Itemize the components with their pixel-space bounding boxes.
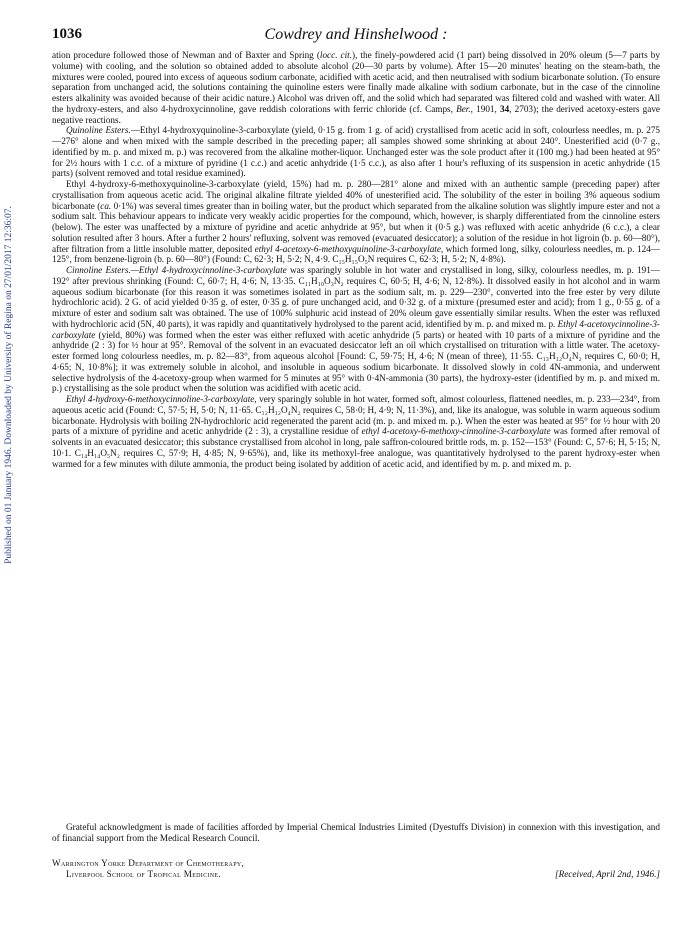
- italic-run: Quinoline Esters.: [66, 125, 131, 136]
- text-run: , which formed long, silky, colourless needles, m. p. 124—125°, from benzene-ligroin (b. p. 60—80°) (Found: C, 62·3; H, 5·2; N, 4·9. C₁₅H₁₅O₅N requires C, 62·3; H, 5·2; N, 4·8%).: [52, 243, 660, 265]
- download-watermark: [2, 150, 16, 620]
- bold-run: 34: [499, 103, 510, 114]
- body-paragraph: [52, 394, 660, 469]
- text-run: , very sparingly soluble in hot water, formed soft, almost colourless, flattened needles, m. p. 233—234°, from aqueous acetic acid (Found: C, 57·5; H, 5·0; N, 11·65. C₁₂H₁₂O₄N₂ requires C, 58·0; H, 4·9; N, 11·3%), and, like its analogue, was soluble in warm aqueous sodium bicarbonate. Hydrolysis with boiling 2N-hydrochloric acid regenerated the parent acid (m. p. and mixed m. p.). When the ester was heated at 95° for ½ hour with 20 parts of a mixture of pyridine and acetic anhydride (2 : 3), a crystalline residue of: [52, 394, 660, 437]
- affiliation-block: [52, 858, 660, 880]
- italic-run: locc. cit.: [319, 50, 353, 60]
- text-run: was sparingly soluble in hot water and crystallised in long, silky, colourless needles, m. p. 191—192° after previous shrinking (Found: C, 60·7; H, 4·6; N, 13·35. C₁₁H₁₀O₃N₂ requires C, 60·5; H, 4·6; N, 12·8%). It dissolved easily in hot alcohol and in warm aqueous sodium bicarbonate (for this reason it was sometimes isolated in part as the sodium salt, m. p. 229—230°, converted into the free ester by very dilute hydrochloric acid). 2 G. of acid yielded 0·35 g. of ester, 0·35 g. of pure unchanged acid, and 0·32 g. of a mixture (presumed ester and acid); from 1 g., 0·55 g. of a mixture of ester and sodium salt was obtained. The use of 100% sulphuric acid instead of 20% oleum gave essentially similar results. When the ester was refluxed with hydrochloric acid (5N, 40 parts), it was rapidly and quantitatively hydrolysed to the parent acid, identified by m. p. and mixed m. p.: [52, 265, 660, 329]
- italic-run: ethyl 4-acetoxy-6-methoxyquinoline-3-carboxylate: [254, 243, 441, 254]
- acknowledgement-section: [52, 822, 660, 844]
- italic-run: ethyl 4-acetoxy-6-methoxy-cinnoline-3-carboxylate: [361, 426, 551, 437]
- body-paragraph: [52, 50, 660, 125]
- page-number: 1036: [52, 26, 82, 42]
- italic-run: Ber.: [456, 103, 471, 114]
- text-run: , 2703); the derived acetoxy-esters gave negative reactions.: [52, 103, 661, 125]
- italic-run: Cinnoline Esters.—Ethyl 4-hydroxycinnoline-3-carboxylate: [66, 265, 287, 275]
- text-run: was formed after removal of solvents in an evacuated desiccator; this substance crystallised from alcohol in long, pale saffron-coloured brittle rods, m. p. 152—153° (Found: C, 57·6; H, 5·15; N, 10·1. C₁₄H₁₄O₅N₂ requires C, 57·9; H, 4·85; N, 9·65%), and, like its methoxyl-free analogue, was quantitatively hydrolysed to the parent hydroxy-ester when warmed for a few minutes with dilute ammonia, the product being isolated by addition of acetic acid, and identified by m. p. and mixed m. p.: [52, 426, 660, 469]
- received-date: [Received, April 2nd, 1946.]: [555, 869, 660, 879]
- running-title: Cowdrey and Hinshelwood :: [264, 26, 448, 43]
- italic-run: ca.: [100, 200, 112, 211]
- download-watermark-text: Published on 01 January 1946. Downloaded by University of Regina on 27/01/2017 12:36:07.: [4, 206, 14, 564]
- affiliation-school: Liverpool School of Tropical Medicine.: [66, 869, 221, 879]
- text-run: (yield, 80%) was formed when the ester was either refluxed with acetic anhydride (5 parts) or heated with 10 parts of a mixture of pyridine and the anhydride (2 : 3) for ½ hour at 95°. Removal of the solvent in an evacuated desiccator left an oil which crystallised on trituration with a little water. The acetoxy-ester formed long colourless needles, m. p. 82—83°, from aqueous alcohol [Found: C, 59·75; H, 4·6; N (mean of three), 11·55. C₁₃H₁₂O₄N₂ requires C, 60·0; H, 4·65; N, 10·8%]; it was extremely soluble in alcohol, and insoluble in aqueous sodium bicarbonate. It dissolved slowly in cold 4N-ammonia, and underwent selective hydrolysis of the 4-acetoxy-group when warmed for 5 minutes at 95° with 0·4N-ammonia (30 parts), the hydroxy-ester (identified by m. p. and mixed m. p.) crystallising as the sole product when the solution was acidified with acetic acid.: [52, 329, 660, 394]
- text-run: ation procedure followed those of Newman and of Baxter and Spring (: [52, 50, 320, 60]
- body-paragraph: [52, 125, 660, 179]
- page-header: [52, 26, 660, 52]
- body-paragraph: [52, 265, 660, 394]
- text-run: ), the finely-powdered acid (1 part) being dissolved in 20% oleum (5—7 parts by volume) with cooling, and the solution so obtained added to absolute alcohol (20—30 parts by volume). After 15—20 minutes' heating on the steam-bath, the mixtures were cooled, poured into excess of aqueous sodium carbonate, acidified with acetic acid, and then neutralised with sodium bicarbonate solution. (To ensure separation from unchanged acid, the solutions containing the quinoline esters were finally made alkaline with sodium carbonate, but in the case of the cinnoline esters alkalinity was avoided because of their acidic nature.) Alcohol was driven off, and the solid which had separated was filtered cold and washed with water. All the hydroxy-esters, and also 4-hydroxycinnoline, gave reddish colorations with ferric chloride (cf. Camps,: [52, 50, 660, 114]
- italic-run: Ethyl 4-hydroxy-6-methoxycinnoline-3-carboxylate: [66, 394, 255, 404]
- text-run: Ethyl 4-hydroxy-6-methoxyquinoline-3-carboxylate (yield, 15%) had m. p. 280—281° alone and mixed with an authentic sample (preceding paper) after crystallisation from aqueous acetic acid. The original alkaline filtrate yielded 40% of unesterified acid. The solubility of the ester in boiling 3% aqueous sodium bicarbonate (: [52, 179, 660, 211]
- affiliation-department: Warrington Yorke Department of Chemotherapy,: [52, 858, 245, 868]
- text-run: —Ethyl 4-hydroxyquinoline-3-carboxylate (yield, 0·15 g. from 1 g. of acid) crystallised from acetic acid in soft, colourless needles, m. p. 275—276° alone and when mixed with the sample described in the preceding paper; all samples showed some shrinking at about 240°. Unesterified acid (0·7 g., identified by m. p. and mixed m. p.) was recovered from the alkaline mother-liquor. Unchanged ester was the sole product after it (100 mg.) had been heated at 95° for 2½ hours with 1 c.c. of a mixture of pyridine (1 c.c.) and acetic anhydride (1·5 c.c.), as also after 1 hour's refluxing of its suspension in acetic anhydride (15 parts) (solvent removed and total residue examined).: [52, 125, 661, 179]
- acknowledgement-paragraph: Grateful acknowledgment is made of facilities afforded by Imperial Chemical Industries Limited (Dyestuffs Division) in connexion with this investigation, and of financial support from the Medical Research Council.: [52, 822, 660, 843]
- text-run: 0·1%) was several times greater than in boiling water, but the product which separated from the alkaline solution was slightly impure ester and not a sodium salt. This behaviour appears to indicate very weakly acidic properties for the compound, which, however, is sharply differentiated from the cinnoline esters (below). The ester was unaffected by a mixture of pyridine and acetic anhydride at 95°, but when it (0·5 g.) was refluxed with acetic anhydride (6 c.c.), a clear solution resulted after 3 hours. After a further 2 hours' refluxing, solvent was removed (evacuated desiccator); a solution of the residue in hot ligroin (b. p. 60—80°), after filtration from a little insoluble matter, deposited: [52, 200, 660, 254]
- text-run: , 1901,: [470, 103, 500, 114]
- body-paragraph: [52, 179, 660, 265]
- article-body: [52, 50, 660, 469]
- italic-run: Ethyl 4-acetoxycinnoline-3-carboxylate: [52, 318, 660, 340]
